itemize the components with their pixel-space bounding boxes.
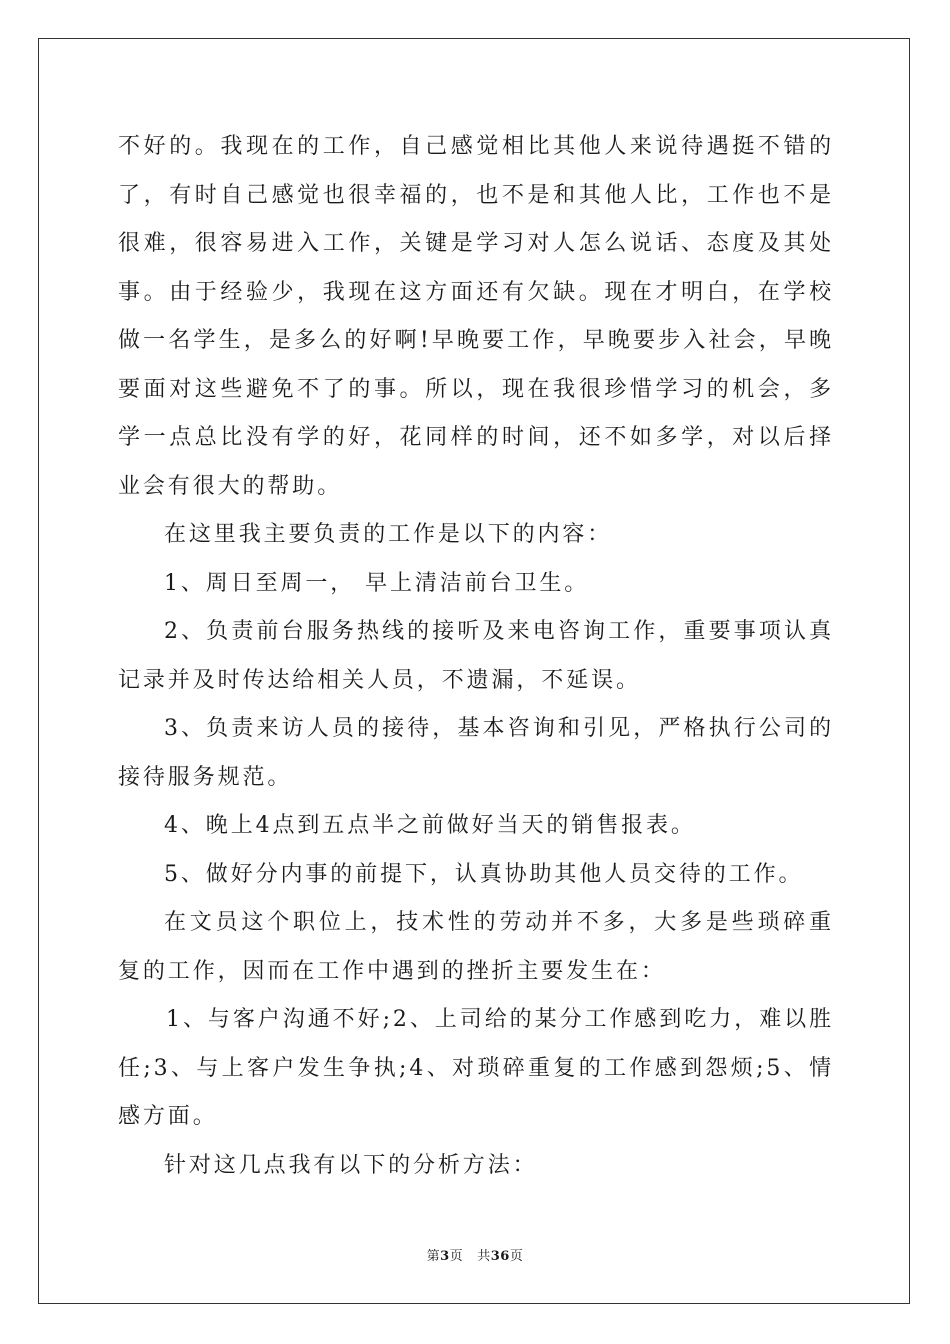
page-footer — [0, 1245, 950, 1264]
total-pages: 36 — [490, 1249, 510, 1264]
total-prefix: 共 — [477, 1249, 491, 1264]
list-item-4: 4、晚上4点到五点半之前做好当天的销售报表。 — [164, 813, 696, 838]
list-item-5: 5、做好分内事的前提下，认真协助其他人员交待的工作。 — [164, 861, 804, 887]
list-item-2: 2、负责前台服务热线的接听及来电咨询工作，重要事项认真记录并及时传达给相关人员，不遗漏，不延误。 — [118, 619, 834, 693]
paragraph-5: 针对这几点我有以下的分析方法： — [164, 1152, 538, 1178]
paragraph-2: 在这里我主要负责的工作是以下的内容： — [164, 522, 613, 547]
page-suffix: 页 — [449, 1249, 464, 1264]
paragraph-1: 不好的。我现在的工作，自己感觉相比其他人来说待遇挺不错的了，有时自己感觉也很幸福的，也不是和其他人比，工作也不是很难，很容易进入工作，关键是学习对人怎么说话、态度及其处事。由于经验少，我现在这方面还有欠缺。现在才明白，在学校做一名学生，是多么的好啊!早晚要工作，早晚要步入社会，早晚要面对这些避免不了的事。所以，现在我很珍惜学习的机会，多学一点总比没有学的好，花同样的时间，还不如多学，对以后择业会有很大的帮助。 — [118, 134, 834, 499]
paragraph-4: 1、与客户沟通不好;2、上司给的某分工作感到吃力，难以胜任;3、与上客户发生争执;4、对琐碎重复的工作感到怨烦;5、情感方面。 — [118, 1007, 834, 1129]
list-item-3: 3、负责来访人员的接待，基本咨询和引见，严格执行公司的接待服务规范。 — [118, 716, 834, 790]
document-body — [118, 123, 834, 1190]
page-prefix: 第 — [426, 1249, 441, 1264]
paragraph-3: 在文员这个职位上，技术性的劳动并不多，大多是些琐碎重复的工作，因而在工作中遇到的挫折主要发生在： — [118, 910, 834, 984]
list-item-1: 1、周日至周一， 早上清洁前台卫生。 — [164, 570, 590, 596]
page-number: 3 — [440, 1249, 450, 1264]
total-suffix: 页 — [509, 1249, 524, 1264]
